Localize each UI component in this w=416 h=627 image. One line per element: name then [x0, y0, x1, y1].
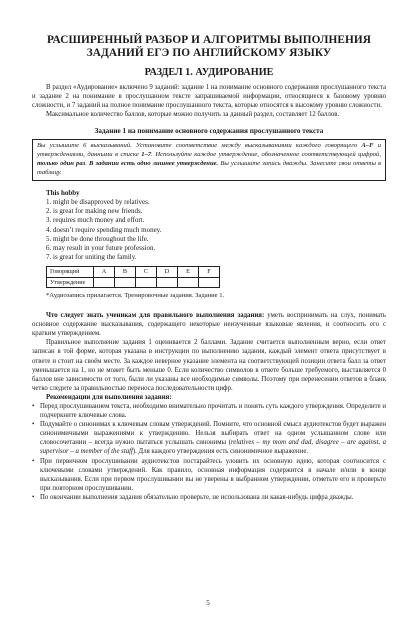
- recommendation-text: При первичном прослушивании аудиотекстов постарайтесь уловить их основную идею, которая соотносится с ключевыми словами утверждений. Как правило, основная информация содержится в начале и/или в конце высказывания. Если при первом прослушивании вы не уверены в выбранном утверждении, отметьте его и проверьте при повторном прослушивании.: [40, 457, 386, 492]
- bullet-icon: •: [32, 457, 35, 465]
- statement-item: 1. might be disapproved by relatives.: [46, 198, 150, 207]
- instruction-text: .: [85, 160, 89, 167]
- statement-item: 5. might be done throughout the life.: [46, 234, 149, 243]
- recommendation-item: [32, 457, 386, 493]
- answer-cell: [115, 277, 136, 288]
- answer-table: [46, 266, 220, 288]
- speaker-letter: D: [157, 267, 178, 278]
- task1-title: Задание 1 на понимание основного содержания прослушанного текста: [94, 127, 324, 136]
- instruction-text: и утверждениями, данными в списке: [37, 142, 381, 159]
- speaker-row: [47, 267, 220, 278]
- speaker-letter: C: [136, 267, 157, 278]
- instruction-emphasis: только один раз: [37, 160, 86, 167]
- recommendation-item: [32, 402, 386, 420]
- task1-instruction-box: [32, 139, 386, 181]
- bullet-icon: •: [32, 421, 35, 429]
- instruction-text: Вы услышите 6 высказываний. Установите соответствие между высказываниями каждого говорящего: [37, 142, 362, 150]
- recommendation-item: [32, 420, 386, 456]
- bullet-icon: •: [32, 402, 35, 410]
- statement-item: 2. is great for making new friends.: [46, 207, 143, 216]
- max-score-paragraph: Максимальное количество баллов, которые можно получить за данный раздел, составляет 12 баллов.: [46, 111, 340, 119]
- what-to-know-paragraph: [32, 311, 386, 338]
- instruction-emphasis: В задании есть одно лишнее утверждение.: [88, 160, 219, 167]
- answer-cell: [199, 277, 220, 288]
- instruction-text: . Используйте каждое утверждение, обозначенное соответствующей цифрой,: [151, 151, 381, 159]
- statement-item: 6. may result in your future profession.: [46, 244, 156, 253]
- statement-item: 7. is great for uniting the family.: [46, 253, 137, 262]
- speaker-letter: B: [115, 267, 136, 278]
- speaker-letter: E: [178, 267, 199, 278]
- bullet-icon: •: [32, 493, 35, 501]
- statements-heading: This hobby: [46, 188, 80, 197]
- answer-cell: [178, 277, 199, 288]
- section-title: РАЗДЕЛ 1. АУДИРОВАНИЕ: [144, 66, 274, 78]
- audio-note: *Аудиозапись прилагается. Тренировочные задания. Задание 1.: [46, 292, 225, 300]
- statement-row: [47, 277, 220, 288]
- answer-cell: [157, 277, 178, 288]
- answer-cell: [136, 277, 157, 288]
- statement-item: 4. doesn’t require spending much money.: [46, 225, 162, 234]
- recommendations-list: [32, 402, 386, 502]
- statement-row-label: Утверждение: [47, 277, 94, 288]
- recommendation-text: Подумайте о синонимах к ключевым словам утверждений. Помните, что основной смысл аудиотекстов будет выражен синонимичными выражениями к утверждению. Нельзя выбирать ответ на одном услышанном слове или словосочетании – всегда нужно пытаться услышать синонимы (: [40, 421, 386, 447]
- answer-cell: [94, 277, 115, 288]
- instruction-text: Вы услышите запись дважды. Занесите свои ответы в таблицу.: [37, 160, 381, 176]
- what-to-know-heading: Что следует знать ученикам для правильного выполнения задания:: [46, 312, 265, 320]
- statement-item: 3. requires much money and effort.: [46, 216, 145, 225]
- recommendation-text: Перед прослушиванием текста, необходимо внимательно прочитать и понять суть каждого утверждения. Определите и подчеркните ключевые слова.: [40, 402, 386, 420]
- recommendation-text: ). Для каждого утверждения есть синонимичное выражение.: [132, 448, 309, 456]
- recommendation-text: По окончании выполнения задания обязательно проверьте, не использована ли какая-нибудь цифра дважды.: [40, 493, 354, 501]
- scoring-paragraph: Правильное выполнение задания 1 оценивается 2 баллами. Задание считается выполненным верно, если ответ записан в той форме, которая указана в инструкции по выполнению задания, каждый элемент ответа присутствует в ответе и стоит на своём месте. За каждое неверное указание элемента на соответствующей позиции ответа балл за ответ уменьшается на 1, но не может быть меньше 0. Если количество символов в ответе больше требуемого, выставляется 0 баллов вне зависимости от того, были ли указаны все необходимые символы. Поэтому при перенесении ответов в бланк четко следите за правильностью переноса последовательности цифр.: [32, 339, 386, 392]
- instruction-speakers: А–F: [361, 142, 374, 150]
- synonym-examples: relatives – my mom and dad, disagree – are against, a supervisor – a member of the staff: [40, 439, 386, 456]
- what-to-know-text: уметь воспринимать на слух, понимать основное содержание высказывания, содержащего некоторые неизученные языковые явления, и соотносить его с кратким утверждением.: [32, 312, 387, 338]
- intro-paragraph: В раздел «Аудирование» включено 9 заданий: задание 1 на понимание основного содержания прослушанного текста и задание 2 на понимание в прослушанном тексте запрашиваемой информации, относящиеся к базовому уровню сложности, и 7 заданий на полное понимание прослушанного текста, которые относятся к высокому уровню сложности.: [32, 83, 386, 109]
- instruction-statements: 1–7: [141, 151, 152, 159]
- page-number: 5: [206, 599, 210, 607]
- speaker-letter: F: [199, 267, 220, 278]
- recommendation-item: [32, 493, 386, 502]
- main-title: РАСШИРЕННЫЙ РАЗБОР И АЛГОРИТМЫ ВЫПОЛНЕНИЯ ЗАДАНИЙ ЕГЭ ПО АНГЛИЙСКОМУ ЯЗЫКУ: [46, 34, 372, 60]
- speaker-row-label: Говорящий: [47, 267, 94, 278]
- speaker-letter: A: [94, 267, 115, 278]
- recommendations-heading: Рекомендации для выполнения задания:: [46, 393, 172, 401]
- statements-list: [32, 189, 386, 263]
